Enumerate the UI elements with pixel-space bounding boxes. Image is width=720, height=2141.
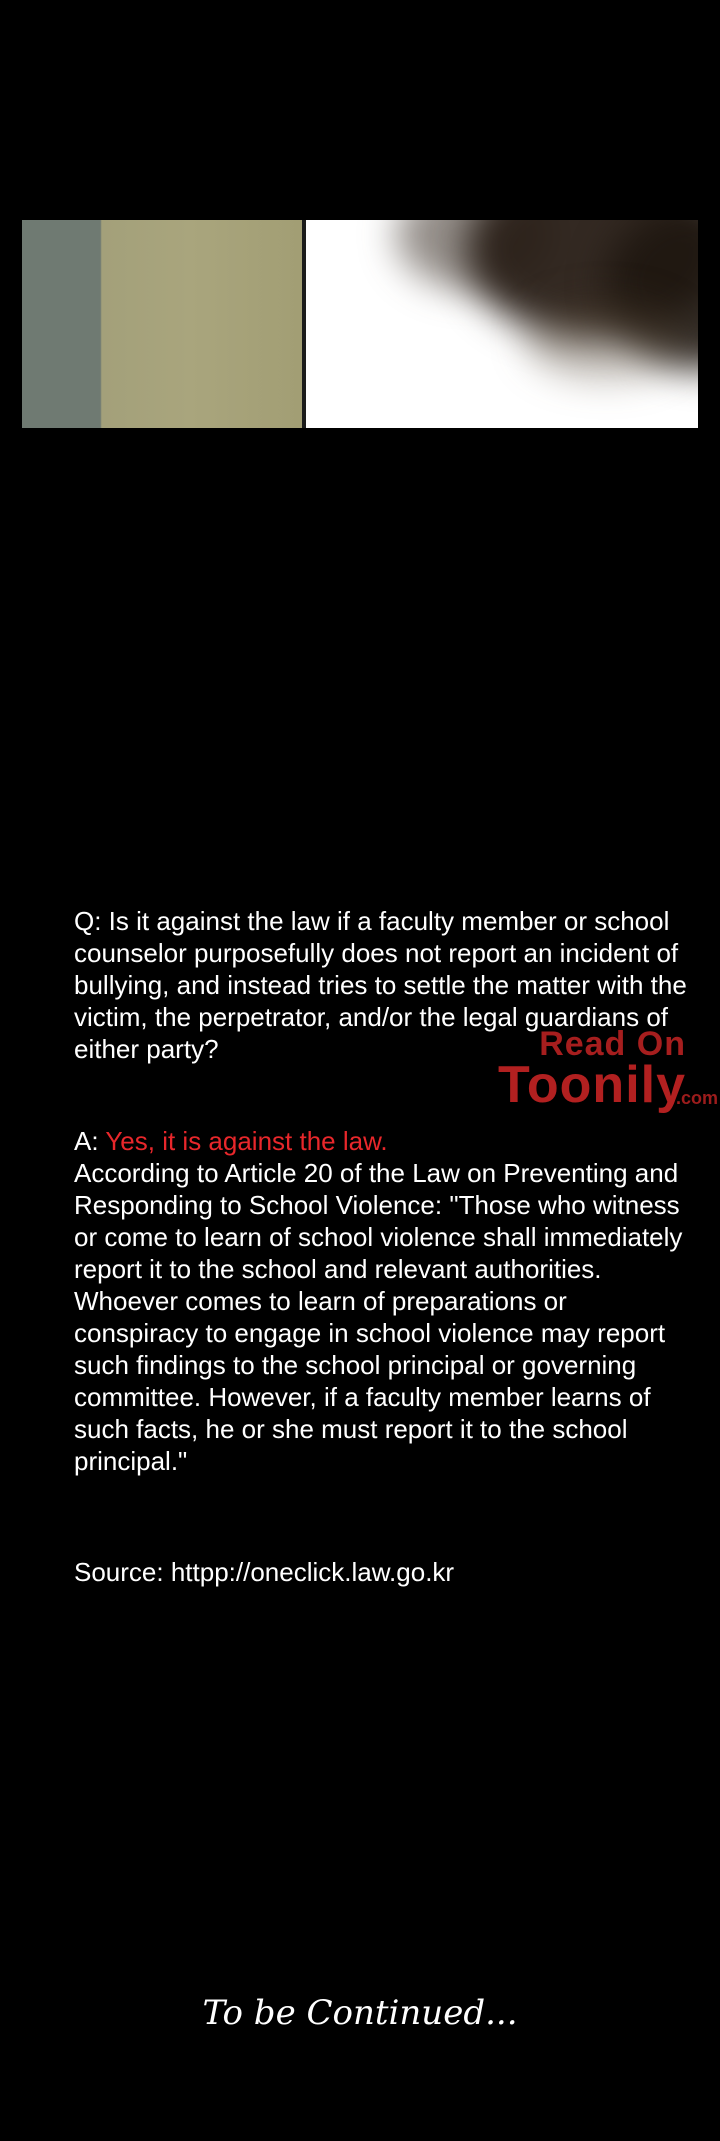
source-text: Source: httpp://oneclick.law.go.kr xyxy=(74,1557,455,1587)
question-block xyxy=(74,905,694,1065)
question-prefix: Q: xyxy=(74,906,109,936)
answer-prefix: A: xyxy=(74,1126,106,1156)
to-be-continued-caption: To be Continued... xyxy=(202,1993,518,2033)
watermark-line2: Toonily xyxy=(498,1056,687,1114)
watermark-line1: Read On xyxy=(539,1025,686,1063)
comic-panel-strip xyxy=(22,220,698,428)
watermark-suffix: .com xyxy=(675,1088,718,1108)
answer-body: According to Article 20 of the Law on Preventing and Responding to School Violence: "Those who witness or come to learn of school violence shall immediately report it to the school and relevant authorities. Whoever comes to learn of preparations or conspiracy to engage in school violence may report such findings to the school principal or governing committee. However, if a faculty member learns of such facts, he or she must report it to the school principal." xyxy=(74,1158,683,1476)
answer-highlight: Yes, it is against the law. xyxy=(105,1126,388,1156)
answer-block xyxy=(74,1125,694,1477)
question-text: Is it against the law if a faculty member or school counselor purposefully does not report an incident of bullying, and instead tries to settle the matter with the victim, the perpetrator, and/or the legal guardians of either party? xyxy=(74,906,687,1064)
smoke-panel-image xyxy=(306,220,698,428)
wall-panel-image xyxy=(22,220,302,428)
source-line xyxy=(74,1556,694,1588)
